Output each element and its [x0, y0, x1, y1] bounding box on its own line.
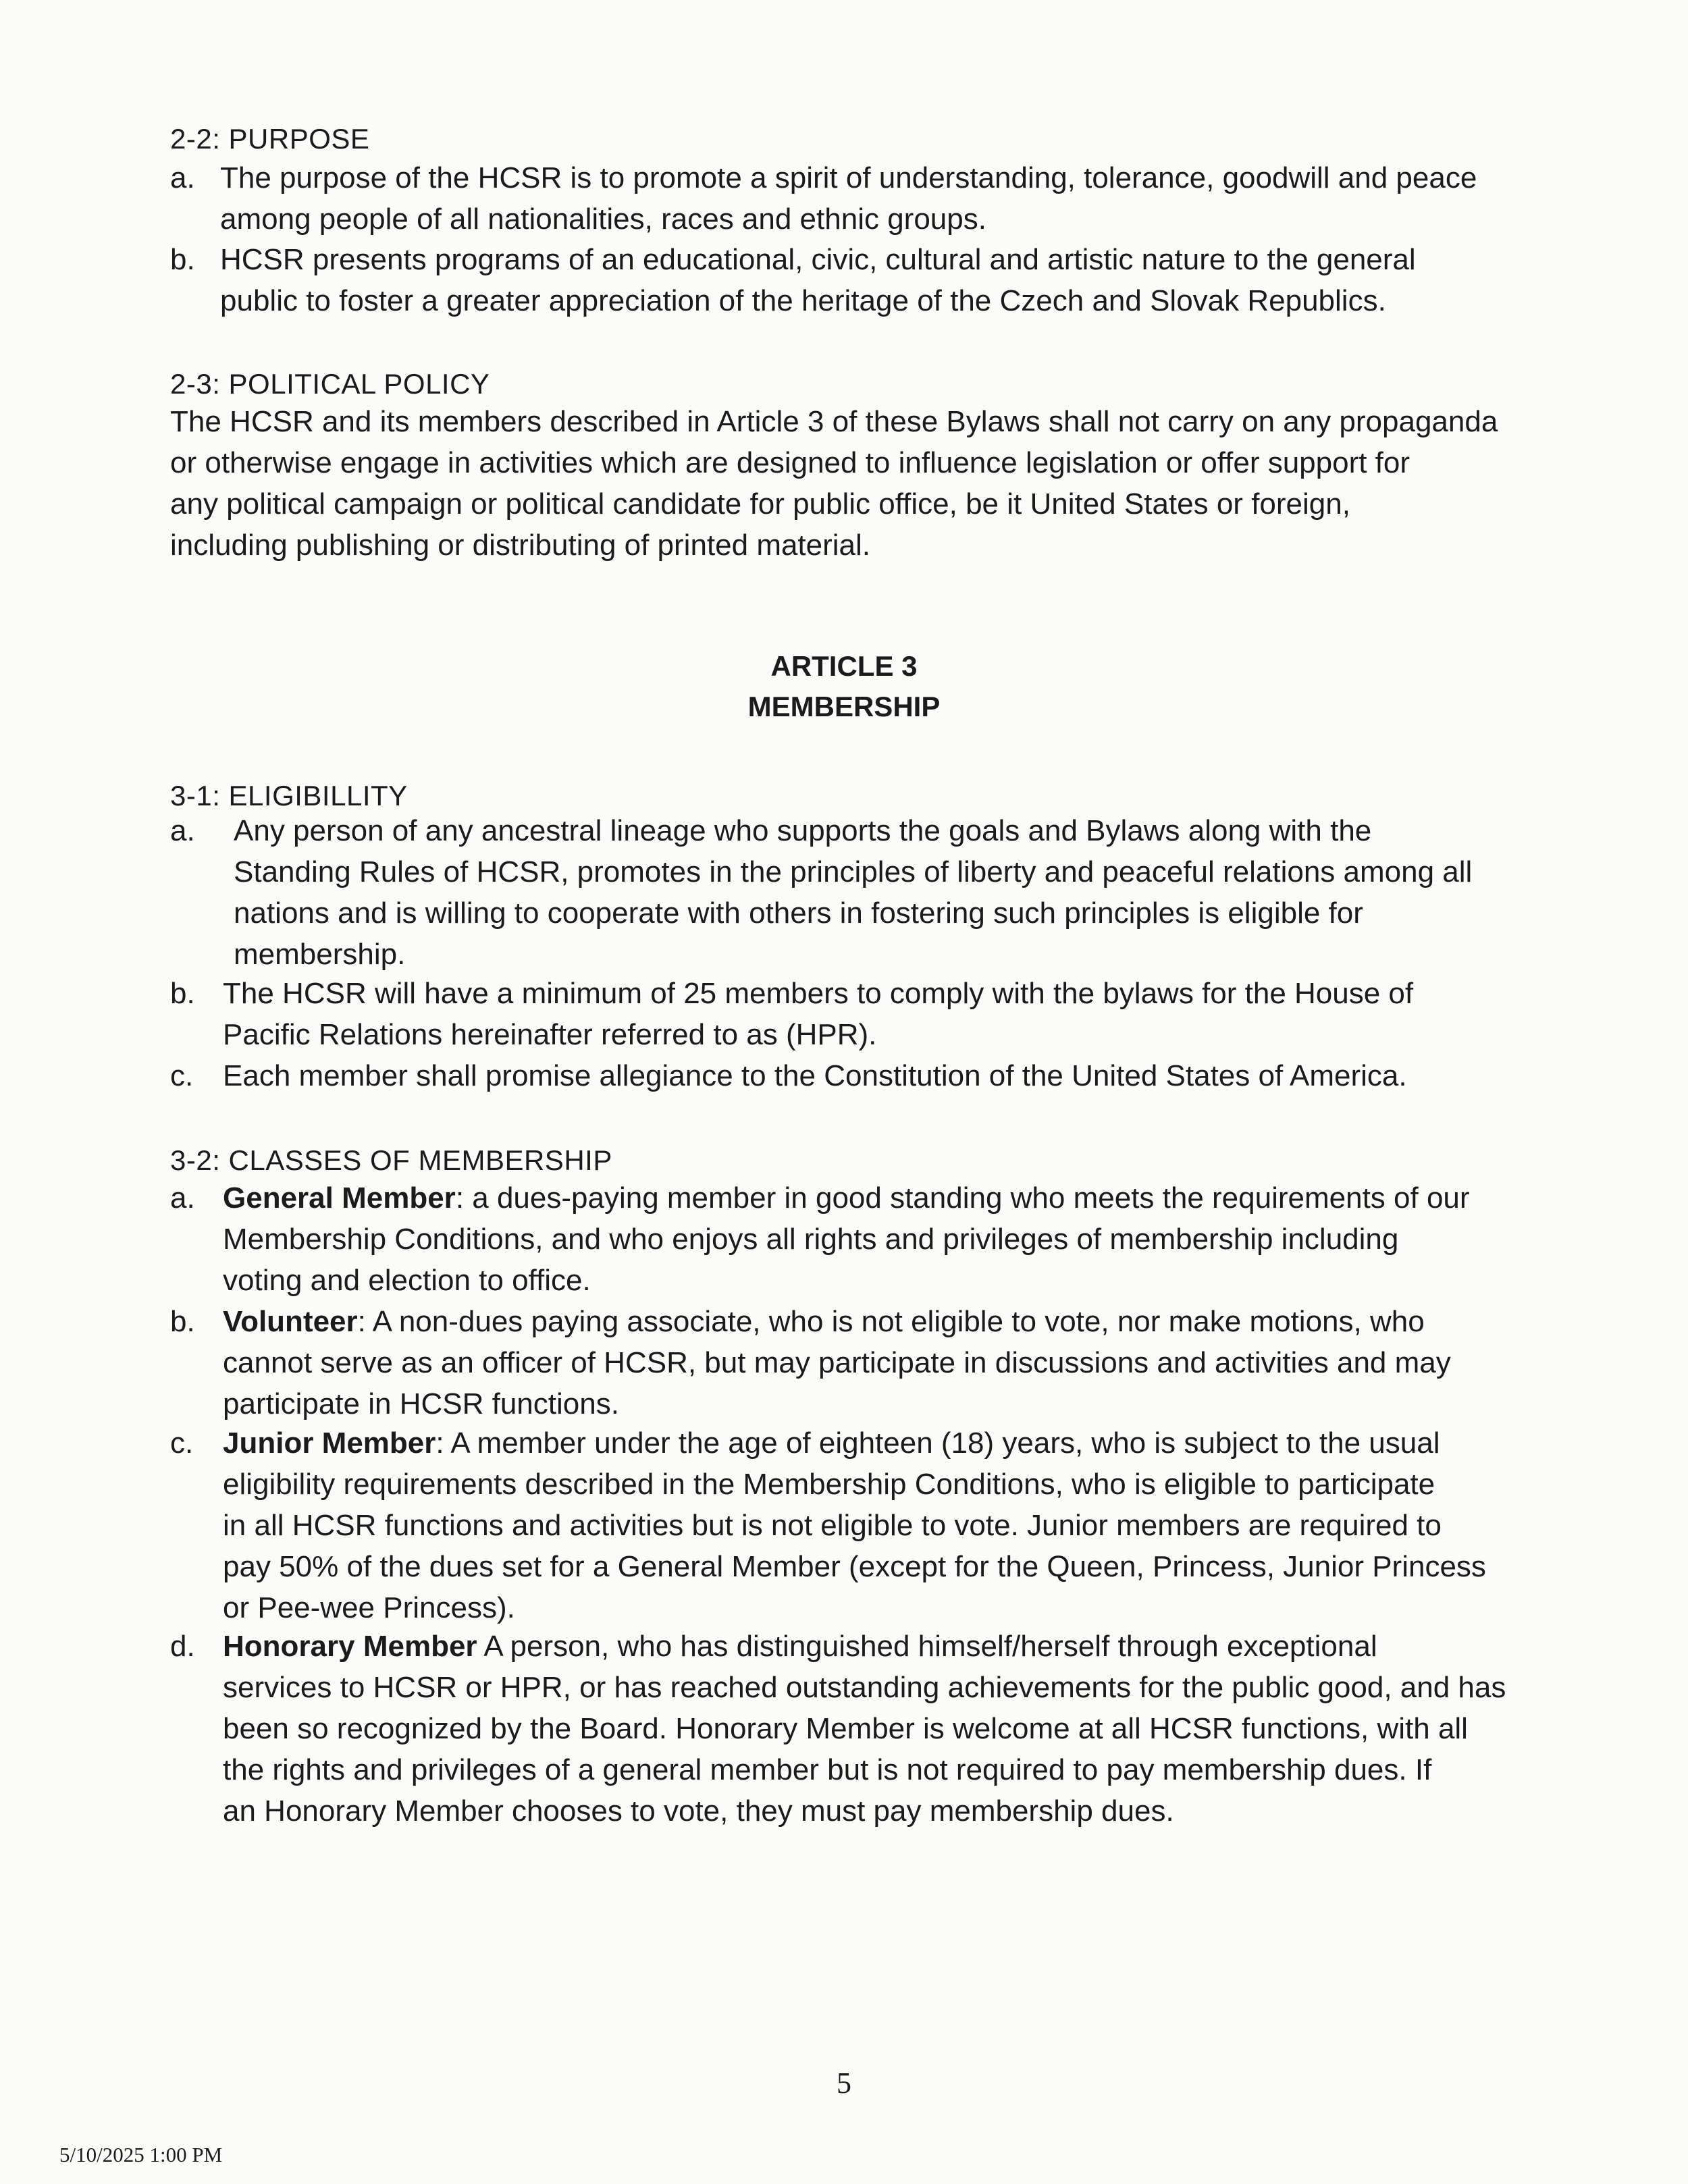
- text-line: The purpose of the HCSR is to promote a spirit of understanding, tolerance, goodwill and peace: [220, 161, 1477, 194]
- text-line: services to HCSR or HPR, or has reached outstanding achievements for the public good, and has: [223, 1671, 1506, 1704]
- text-line: The HCSR and its members described in Article 3 of these Bylaws shall not carry on any propaganda: [170, 405, 1498, 438]
- text-line: participate in HCSR functions.: [223, 1387, 619, 1420]
- list-marker: a.: [170, 1181, 195, 1215]
- article-number: ARTICLE 3: [770, 650, 918, 682]
- text-line: membership.: [234, 938, 406, 971]
- text-line: or otherwise engage in activities which are designed to influence legislation or offer support for: [170, 446, 1410, 479]
- term-honorary-member: Honorary Member: [223, 1630, 477, 1663]
- list-marker: b.: [170, 977, 195, 1010]
- section-heading-eligibility: 3-1: ELIGIBILLITY: [170, 780, 408, 811]
- text-line: any political campaign or political candidate for public office, be it United States or foreign,: [170, 487, 1350, 521]
- text-line: eligibility requirements described in the Membership Conditions, who is eligible to participate: [223, 1468, 1435, 1501]
- text-line: Any person of any ancestral lineage who supports the goals and Bylaws along with the: [234, 814, 1372, 847]
- article-title: MEMBERSHIP: [747, 691, 941, 722]
- print-timestamp: 5/10/2025 1:00 PM: [59, 2143, 223, 2166]
- list-marker: a.: [170, 161, 195, 194]
- text-line: A person, who has distinguished himself/herself through exceptional: [477, 1630, 1377, 1663]
- term-junior-member: Junior Member: [223, 1427, 436, 1460]
- list-marker: c.: [170, 1059, 194, 1092]
- list-marker: a.: [170, 814, 195, 847]
- text-line: Membership Conditions, and who enjoys all rights and privileges of membership including: [223, 1223, 1399, 1256]
- text-line: : A non-dues paying associate, who is not eligible to vote, nor make motions, who: [357, 1305, 1425, 1338]
- text-line: been so recognized by the Board. Honorary Member is welcome at all HCSR functions, with all: [223, 1712, 1468, 1745]
- text-line: public to foster a greater appreciation of the heritage of the Czech and Slovak Republics.: [220, 284, 1386, 317]
- section-heading-political-policy: 2-3: POLITICAL POLICY: [170, 368, 490, 400]
- text-line: HCSR presents programs of an educational, civic, cultural and artistic nature to the general: [220, 243, 1416, 276]
- list-marker: b.: [170, 243, 195, 276]
- text-line: : A member under the age of eighteen (18) years, who is subject to the usual: [436, 1427, 1440, 1460]
- list-marker: d.: [170, 1630, 195, 1663]
- list-marker: c.: [170, 1427, 194, 1460]
- text-line: Pacific Relations hereinafter referred to as (HPR).: [223, 1018, 877, 1051]
- political-policy-paragraph: [170, 401, 1521, 566]
- text-line: Standing Rules of HCSR, promotes in the principles of liberty and peaceful relations among all: [234, 855, 1473, 888]
- text-line: in all HCSR functions and activities but is not eligible to vote. Junior members are required to: [223, 1509, 1442, 1542]
- text-line: or Pee-wee Princess).: [223, 1591, 515, 1624]
- term-general-member: General Member: [223, 1181, 456, 1215]
- text-line: cannot serve as an officer of HCSR, but may participate in discussions and activities and may: [223, 1346, 1451, 1379]
- text-line: an Honorary Member chooses to vote, they must pay membership dues.: [223, 1794, 1174, 1828]
- text-line: the rights and privileges of a general member but is not required to pay membership dues. If: [223, 1753, 1432, 1786]
- text-line: Each member shall promise allegiance to the Constitution of the United States of America.: [223, 1059, 1407, 1092]
- text-line: nations and is willing to cooperate with others in fostering such principles is eligible for: [234, 897, 1363, 930]
- text-line: voting and election to office.: [223, 1264, 591, 1297]
- page-number: 5: [837, 2067, 851, 2100]
- section-heading-purpose: 2-2: PURPOSE: [170, 123, 370, 155]
- text-line: including publishing or distributing of printed material.: [170, 529, 871, 562]
- list-marker: b.: [170, 1305, 195, 1338]
- section-heading-classes: 3-2: CLASSES OF MEMBERSHIP: [170, 1144, 612, 1176]
- text-line: among people of all nationalities, races and ethnic groups.: [220, 203, 986, 236]
- text-line: : a dues-paying member in good standing who meets the requirements of our: [455, 1181, 1470, 1215]
- term-volunteer: Volunteer: [223, 1305, 358, 1338]
- text-line: The HCSR will have a minimum of 25 members to comply with the bylaws for the House of: [223, 977, 1414, 1010]
- text-line: pay 50% of the dues set for a General Member (except for the Queen, Princess, Junior Princess: [223, 1550, 1486, 1583]
